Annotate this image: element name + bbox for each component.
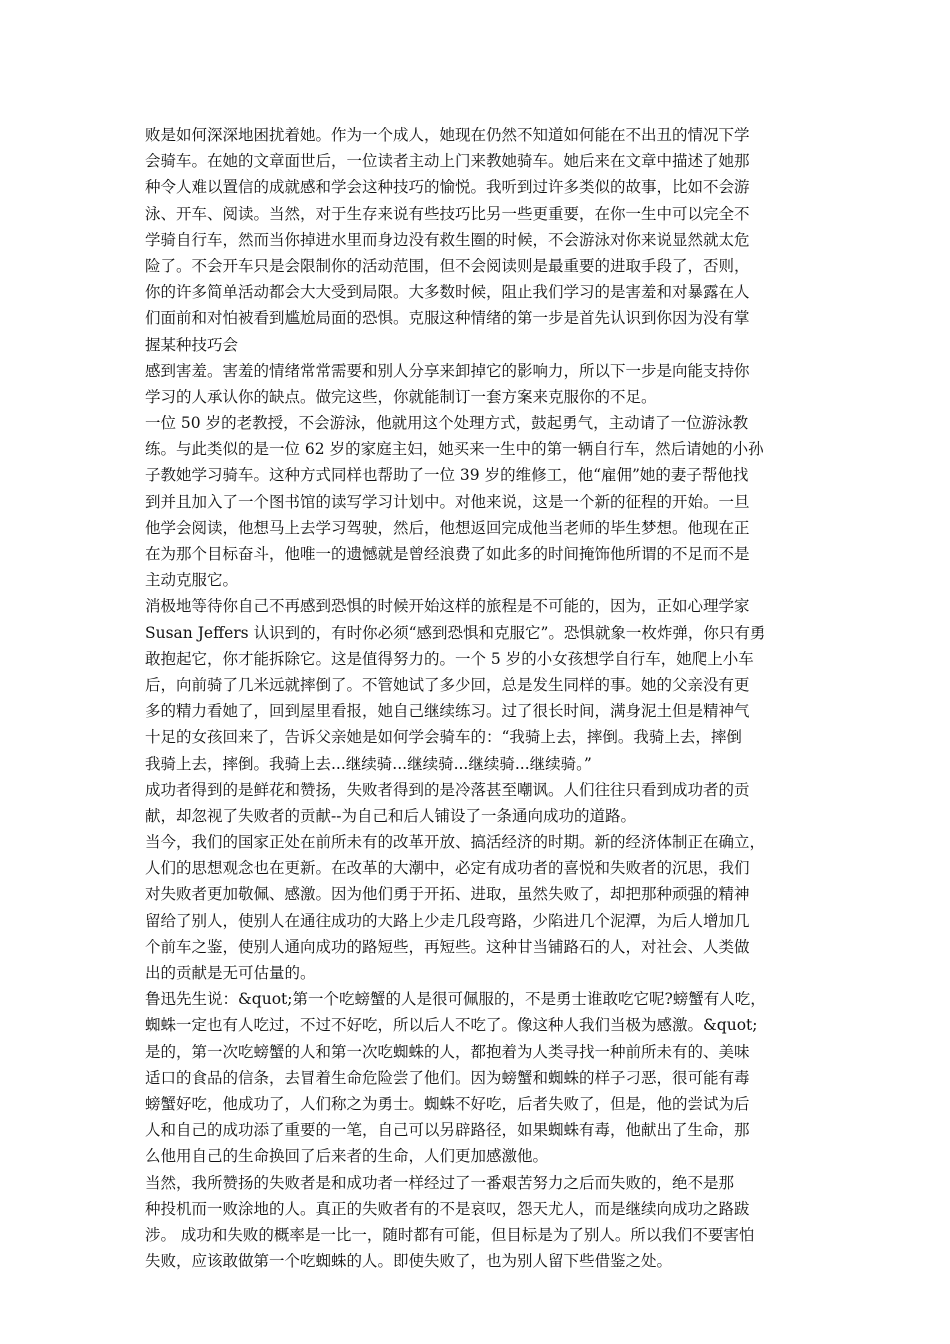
text-line: 会骑车。在她的文章面世后，一位读者主动上门来教她骑车。她后来在文章中描述了她那 (145, 152, 750, 171)
text-line: 螃蟹好吃，他成功了，人们称之为勇士。蜘蛛不好吃，后者失败了，但是，他的尝试为后 (145, 1094, 750, 1113)
text-line: 当今，我们的国家正处在前所未有的改革开放、搞活经济的时期。新的经济体制正在确立， (145, 833, 766, 852)
text-line: 是的，第一次吃螃蟹的人和第一次吃蜘蛛的人，都抱着为人类寻找一种前所未有的、美味 (145, 1042, 750, 1061)
text-line: 到并且加入了一个图书馆的读写学习计划中。对他来说，这是一个新的征程的开始。一旦 (145, 492, 750, 511)
text-line: 留给了别人，使别人在通往成功的大路上少走几段弯路，少陷进几个泥潭，为后人增加几 (145, 911, 750, 930)
text-line: 泳、开车、阅读。当然，对于生存来说有些技巧比另一些更重要，在你一生中可以完全不 (145, 204, 750, 223)
text-line: 成功者得到的是鲜花和赞扬，失败者得到的是冷落甚至嘲讽。人们往往只看到成功者的贡 (145, 780, 750, 799)
text-line: 你的许多简单活动都会大大受到局限。大多数时候，阻止我们学习的是害羞和对暴露在人 (145, 283, 750, 302)
text-line: 敢抱起它，你才能拆除它。这是值得努力的。一个 5 岁的小女孩想学自行车，她爬上小车 (145, 649, 754, 668)
text-line: 一位 50 岁的老教授，不会游泳，他就用这个处理方式，鼓起勇气，主动请了一位游泳教 (145, 414, 749, 433)
text-line: 学骑自行车，然而当你掉进水里而身边没有救生圈的时候，不会游泳对你来说显然就太危 (145, 230, 750, 249)
text-line: 个前车之鉴，使别人通向成功的路短些，再短些。这种甘当铺路石的人，对社会、人类做 (145, 937, 750, 956)
text-line: 种投机而一败涂地的人。真正的失败者有的不是哀叹，怨天尤人，而是继续向成功之路跋 (145, 1199, 750, 1218)
text-line: 险了。不会开车只是会限制你的活动范围，但不会阅读则是最重要的进取手段了，否则， (145, 256, 750, 275)
text-line: 学习的人承认你的缺点。做完这些，你就能制订一套方案来克服你的不足。 (145, 387, 657, 406)
text-line: 十足的女孩回来了，告诉父亲她是如何学会骑车的：“我骑上去，摔倒。我骑上去，摔倒 (145, 728, 742, 747)
document-body (145, 122, 815, 1274)
text-line: 么他用自己的生命换回了后来者的生命，人们更加感激他。 (145, 1147, 549, 1166)
text-line: 消极地等待你自己不再感到恐惧的时候开始这样的旅程是不可能的，因为，正如心理学家 (145, 597, 750, 616)
text-line: 后，向前骑了几米远就摔倒了。不管她试了多少回，总是发生同样的事。她的父亲没有更 (145, 675, 750, 694)
text-line: 多的精力看她了，回到屋里看报，她自己继续练习。过了很长时间，满身泥土但是精神气 (145, 702, 750, 721)
text-line: 他学会阅读，他想马上去学习驾驶，然后，他想返回完成他当老师的毕生梦想。他现在正 (145, 518, 750, 537)
text-line: 失败，应该敢做第一个吃蜘蛛的人。即使失败了，也为别人留下些借鉴之处。 (145, 1252, 673, 1271)
text-line: 种令人难以置信的成就感和学会这种技巧的愉悦。我听到过许多类似的故事，比如不会游 (145, 178, 750, 197)
text-line: 主动克服它。 (145, 571, 239, 590)
text-line: 出的贡献是无可估量的。 (145, 964, 316, 982)
text-line: 感到害羞。害羞的情绪常常需要和别人分享来卸掉它的影响力，所以下一步是向能支持你 (145, 361, 750, 380)
text-line: 子教她学习骑车。这种方式同样也帮助了一位 39 岁的维修工，他“雇佣”她的妻子帮他找 (145, 466, 749, 485)
text-line: 败是如何深深地困扰着她。作为一个成人，她现在仍然不知道如何能在不出丑的情况下学 (145, 126, 750, 144)
text-line: 人和自己的成功添了重要的一笔，自己可以另辟路径，如果蜘蛛有毒，他献出了生命，那 (145, 1121, 750, 1140)
text-line: 练。与此类似的是一位 62 岁的家庭主妇，她买来一生中的第一辆自行车，然后请她的小孙 (145, 440, 764, 459)
text-line: 当然，我所赞扬的失败者是和成功者一样经过了一番艰苦努力之后而失败的，绝不是那 (145, 1173, 735, 1192)
text-line: 握某种技巧会 (145, 335, 239, 354)
text-line: 适口的食品的信条，去冒着生命危险尝了他们。因为螃蟹和蜘蛛的样子刁恶，很可能有毒 (145, 1068, 750, 1087)
text-line: 献，却忽视了失败者的贡献--为自己和后人铺设了一条通向成功的道路。 (145, 806, 636, 825)
text-line: 们面前和对怕被看到尴尬局面的恐惧。克服这种情绪的第一步是首先认识到你因为没有掌 (145, 309, 750, 328)
text-line: 对失败者更加敬佩、感激。因为他们勇于开拓、进取，虽然失败了，却把那种顽强的精神 (145, 885, 750, 904)
text-line: 鲁迅先生说：&quot;第一个吃螃蟹的人是很可佩服的，不是勇士谁敢吃它呢?螃蟹有人吃， (145, 990, 766, 1009)
text-line: Susan Jeffers 认识到的，有时你必须“感到恐惧和克服它”。恐惧就象一枚炸弹，你只有勇 (145, 623, 766, 642)
text-line: 我骑上去，摔倒。我骑上去...继续骑...继续骑...继续骑...继续骑。” (145, 754, 592, 773)
text-line: 在为那个目标奋斗，他唯一的遗憾就是曾经浪费了如此多的时间掩饰他所谓的不足而不是 (145, 545, 750, 563)
text-line: 蜘蛛一定也有人吃过，不过不好吃，所以后人不吃了。像这种人我们当极为感激。&quot; (145, 1016, 758, 1035)
text-line: 涉。 成功和失败的概率是一比一，随时都有可能，但目标是为了别人。所以我们不要害怕 (145, 1225, 755, 1244)
text-line: 人们的思想观念也在更新。在改革的大潮中，必定有成功者的喜悦和失败者的沉思，我们 (145, 859, 750, 878)
